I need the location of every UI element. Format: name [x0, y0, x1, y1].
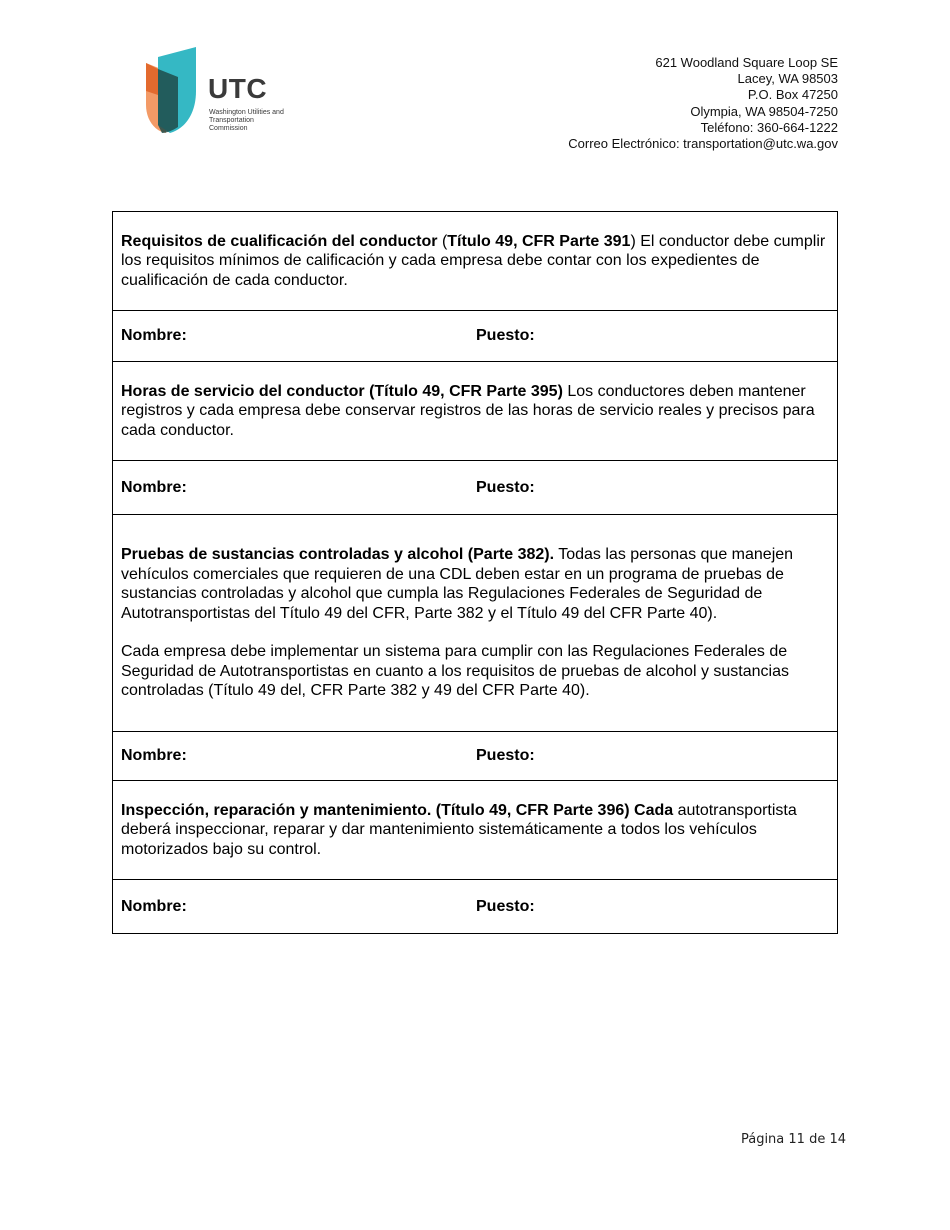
address-line: 621 Woodland Square Loop SE [655, 55, 838, 70]
title-label: Puesto: [476, 478, 535, 496]
section-text-cell [113, 362, 838, 461]
name-label: Nombre: [121, 327, 187, 345]
section-title: Horas de servicio del conductor (Título 49, CFR Parte 395) [121, 382, 563, 400]
utc-logo-mark-icon [144, 45, 204, 135]
signature-cell [113, 461, 838, 515]
section-body: Todas las personas que manejen vehículos comerciales que requieren de una CDL deben estar en un programa de pruebas de sustancias controladas y alcohol que cumpla las Regulaciones Federales de Seguridad de Autotransportistas del Título 49 del CFR, Parte 382 y el Título 49 del CFR Parte 40). [121, 545, 794, 622]
section-paragraph [121, 382, 829, 441]
section-paragraph: Cada empresa debe implementar un sistema para cumplir con las Regulaciones Federales de Seguridad de Autotransportistas en cuanto a los requisitos de pruebas de alcohol y sustancias controladas (Título 49 del, CFR Parte 382 y 49 del CFR Parte 40). [121, 643, 789, 700]
section-paragraph [121, 801, 829, 860]
address-block [568, 55, 838, 152]
section-title: Pruebas de sustancias controladas y alcohol (Parte 382). [121, 545, 555, 563]
signature-row [113, 311, 838, 362]
section-text-cell [113, 515, 838, 732]
section-title: Inspección, reparación y mantenimiento. (Título 49, CFR Parte 396) Cada [121, 801, 674, 819]
utc-subtitle: Washington Utilities and Transportation Commission [209, 109, 284, 132]
name-label: Nombre: [121, 747, 187, 765]
address-line: P.O. Box 47250 [747, 87, 838, 103]
name-label: Nombre: [121, 478, 187, 496]
section-hours-of-service [113, 362, 838, 461]
phone-line: Teléfono: 360-664-1222 [700, 119, 838, 135]
section-paragraph: Requisitos de cualificación del conductor (Título 49, CFR Parte 391) El conductor debe cumplir los requisitos mínimos de calificación y cada empresa debe contar con los expedientes de cualificación de cada conductor. [121, 232, 826, 289]
section-driver-qualification [113, 212, 838, 311]
email-line: Correo Electrónico: transportation@utc.wa.gov [568, 136, 838, 152]
title-label: Puesto: [476, 327, 535, 345]
requirements-table [112, 211, 838, 934]
address-line: Olympia, WA 98504-7250 [690, 103, 838, 119]
signature-cell [113, 732, 838, 781]
section-text-cell [113, 212, 838, 311]
section-body: Los conductores deben mantener registros y cada empresa debe conservar registros de las horas de servicio reales y precisos para cada conductor. [121, 382, 815, 439]
title-label: Puesto: [476, 747, 535, 765]
signature-row [113, 732, 838, 781]
section-title: Requisitos de cualificación del conductor [121, 232, 438, 250]
signature-row [113, 461, 838, 515]
section-text-cell [113, 781, 838, 880]
signature-cell [113, 880, 838, 934]
section-body: El conductor debe cumplir los requisitos mínimos de calificación y cada empresa debe contar con los expedientes de cualificación de cada conductor. [121, 232, 826, 289]
signature-row [113, 880, 838, 934]
section-drug-alcohol-testing [113, 515, 838, 732]
name-label: Nombre: [121, 897, 187, 915]
page-number: Página 11 de 14 [740, 1132, 846, 1147]
title-label: Puesto: [476, 897, 535, 915]
utc-wordmark: UTC [208, 73, 268, 104]
signature-cell [113, 311, 838, 362]
section-cfr-reference: Título 49, CFR Parte 391 [447, 232, 631, 250]
section-paragraph [121, 545, 829, 623]
section-inspection-maintenance [113, 781, 838, 880]
utc-logo [144, 45, 284, 135]
section-body: autotransportista deberá inspeccionar, reparar y dar mantenimiento sistemáticamente a todos los vehículos motorizados bajo su control. [121, 801, 797, 858]
address-line: Lacey, WA 98503 [737, 71, 838, 87]
